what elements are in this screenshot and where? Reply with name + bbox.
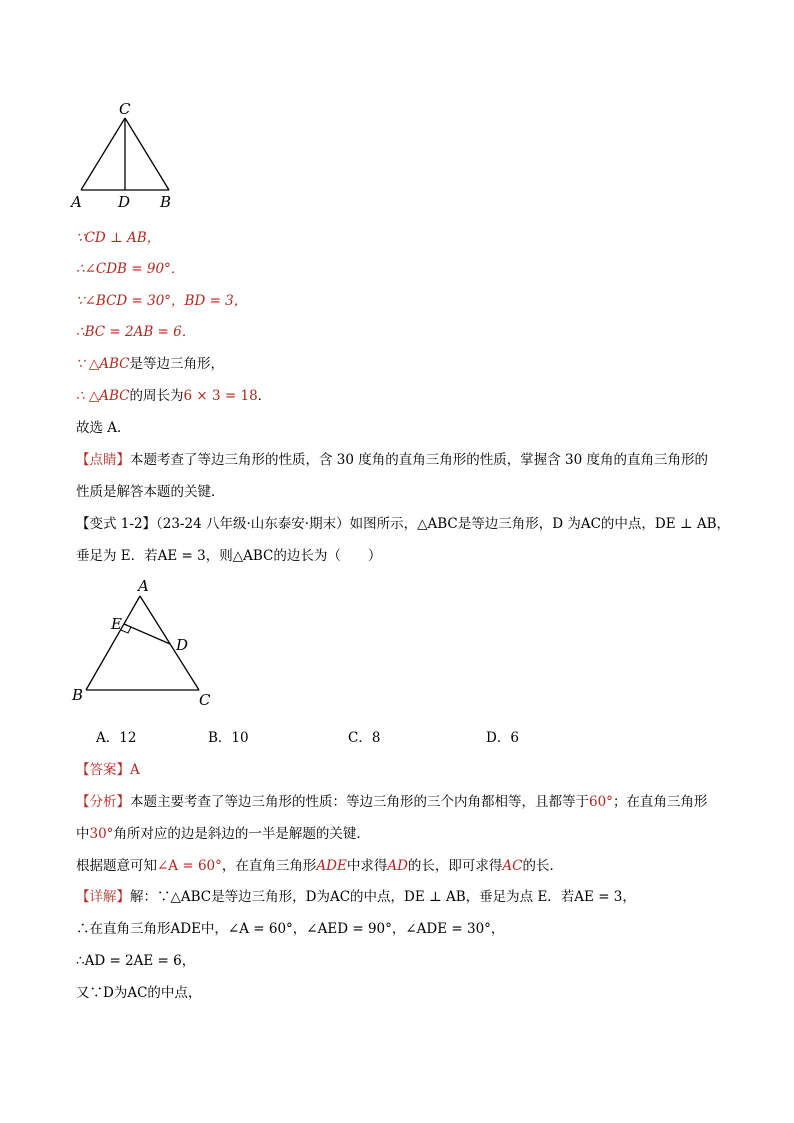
edge-AC <box>140 596 199 690</box>
edge-AB <box>86 596 140 690</box>
option-c: C．8 <box>348 730 381 746</box>
label-C: C <box>119 100 131 118</box>
analysis-line-3: 根据题意可知∠A = 60°，在直角三角形ADE中求得AD的长，即可求得AC的长． <box>76 858 563 874</box>
solution-line-7: 故选 A． <box>76 420 131 436</box>
option-d: D．6 <box>486 730 519 746</box>
label-A: A <box>71 193 82 211</box>
label-E: E <box>111 615 122 633</box>
label-B: B <box>72 686 84 704</box>
detail-line-1: 【详解】解：∵△ABC是等边三角形，D为AC的中点，DE ⊥ AB，垂足为点 E．若AE = 3， <box>76 889 636 905</box>
dianjing-line-2: 性质是解答本题的关键． <box>76 484 225 500</box>
figure-triangle-1 <box>70 98 190 213</box>
right-angle-mark <box>121 627 131 633</box>
solution-line-2: ∴∠CDB = 90°． <box>76 261 185 277</box>
analysis-line-1: 【分析】本题主要考查了等边三角形的性质：等边三角形的三个内角都相等，且都等于60°；在直角三角形 <box>76 794 708 810</box>
solution-line-5: ∵ △ABC是等边三角形， <box>76 356 225 372</box>
detail-line-3: ∴AD = 2AE = 6， <box>76 953 196 969</box>
option-a: A．12 <box>96 730 137 746</box>
solution-line-3: ∵∠BCD = 30°，BD = 3， <box>76 293 248 309</box>
figure-triangle-2 <box>66 576 226 716</box>
detail-line-2: ∴在直角三角形ADE中，∠A = 60°，∠AED = 90°，∠ADE = 30°， <box>76 921 505 937</box>
dianjing-line-1: 【点睛】本题考查了等边三角形的性质，含 30 度角的直角三角形的性质，掌握含 30 度角的直角三角形的 <box>76 452 709 468</box>
label-D: D <box>118 193 131 211</box>
analysis-line-2: 中30°角所对应的边是斜边的一半是解题的关键． <box>76 826 370 842</box>
label-C: C <box>199 691 211 709</box>
label-A: A <box>138 577 149 595</box>
option-b: B．10 <box>208 730 249 746</box>
solution-line-1: ∵CD ⊥ AB， <box>76 230 161 246</box>
label-D: D <box>176 636 189 654</box>
variant-line-1: 【变式 1-2】（23-24 八年级·山东泰安·期末）如图所示，△ABC是等边三角形，D 为AC的中点，DE ⊥ AB， <box>76 516 731 532</box>
answer-line: 【答案】A <box>76 762 140 778</box>
variant-line-2: 垂足为 E．若AE = 3，则△ABC的边长为（ ） <box>76 548 382 564</box>
label-B: B <box>160 193 172 211</box>
edge-CA <box>81 118 125 190</box>
edge-CB <box>125 118 169 190</box>
detail-line-4: 又∵D为AC的中点， <box>76 985 202 1001</box>
solution-line-4: ∴BC = 2AB = 6． <box>76 324 196 340</box>
solution-line-6: ∴ △ABC的周长为6 × 3 = 18． <box>76 388 272 404</box>
